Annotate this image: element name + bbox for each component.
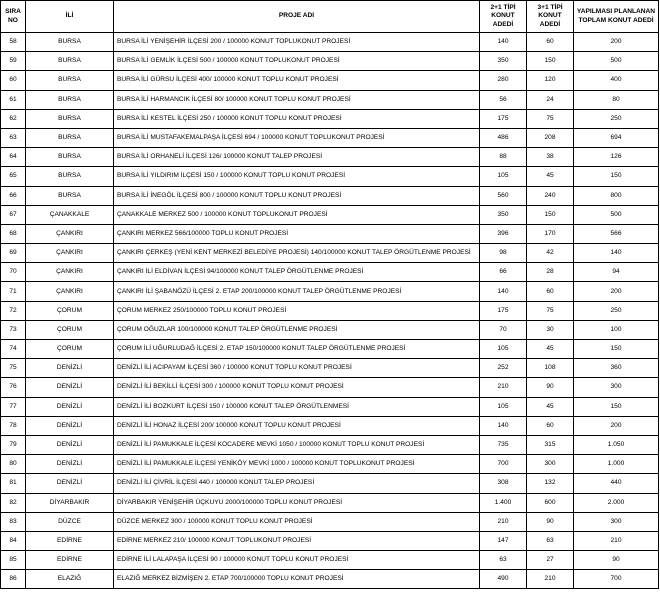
- cell-ili: ÇANKIRI: [26, 224, 114, 243]
- cell-tip-2-1: 490: [480, 570, 527, 589]
- cell-toplam: 200: [574, 282, 659, 301]
- cell-toplam: 150: [574, 167, 659, 186]
- cell-tip-3-1: 42: [527, 244, 574, 263]
- cell-sira-no: 71: [1, 282, 26, 301]
- cell-tip-2-1: 280: [480, 71, 527, 90]
- cell-proje-adi: ÇANAKKALE MERKEZ 500 / 100000 KONUT TOPLUKONUT PROJESİ: [114, 205, 480, 224]
- cell-ili: ELAZIĞ: [26, 570, 114, 589]
- cell-toplam: 400: [574, 71, 659, 90]
- cell-proje-adi: ÇANKIRI İLİ ŞABANÖZÜ İLÇESİ 2. ETAP 200/100000 KONUT TALEP ÖRGÜTLENME PROJESİ: [114, 282, 480, 301]
- table-row: [1, 378, 659, 397]
- cell-tip-3-1: 300: [527, 455, 574, 474]
- table-row: [1, 493, 659, 512]
- cell-tip-2-1: 1.400: [480, 493, 527, 512]
- cell-tip-3-1: 45: [527, 340, 574, 359]
- cell-tip-2-1: 486: [480, 128, 527, 147]
- cell-ili: BURSA: [26, 186, 114, 205]
- table-row: [1, 128, 659, 147]
- cell-proje-adi: BURSA İLİ ORHANELİ İLÇESİ 126/ 100000 KONUT TALEP PROJESİ: [114, 148, 480, 167]
- table-row: [1, 52, 659, 71]
- cell-tip-3-1: 150: [527, 205, 574, 224]
- cell-ili: DENİZLİ: [26, 474, 114, 493]
- cell-tip-3-1: 600: [527, 493, 574, 512]
- cell-toplam: 200: [574, 33, 659, 52]
- cell-tip-2-1: 63: [480, 551, 527, 570]
- cell-toplam: 694: [574, 128, 659, 147]
- cell-sira-no: 78: [1, 416, 26, 435]
- cell-proje-adi: DENİZLİ İLİ ÇİVRİL İLÇESİ 440 / 100000 KONUT TALEP PROJESİ: [114, 474, 480, 493]
- cell-tip-3-1: 210: [527, 570, 574, 589]
- cell-tip-2-1: 175: [480, 301, 527, 320]
- cell-proje-adi: BURSA İLİ GÜRSU İLÇESİ 400/ 100000 KONUT TOPLU KONUT PROJESİ: [114, 71, 480, 90]
- cell-sira-no: 86: [1, 570, 26, 589]
- cell-proje-adi: BURSA İLİ HARMANCIK İLÇESİ 80/ 100000 KONUT TOPLU KONUT PROJESİ: [114, 90, 480, 109]
- cell-ili: DENİZLİ: [26, 455, 114, 474]
- table-row: [1, 244, 659, 263]
- cell-tip-3-1: 63: [527, 531, 574, 550]
- cell-ili: BURSA: [26, 90, 114, 109]
- table-body: [1, 33, 659, 589]
- cell-ili: DENİZLİ: [26, 359, 114, 378]
- cell-proje-adi: BURSA İLİ YENİŞEHİR İLÇESİ 200 / 100000 KONUT TOPLUKONUT PROJESİ: [114, 33, 480, 52]
- cell-tip-2-1: 88: [480, 148, 527, 167]
- cell-tip-2-1: 147: [480, 531, 527, 550]
- table-row: [1, 109, 659, 128]
- table-row: [1, 397, 659, 416]
- cell-toplam: 566: [574, 224, 659, 243]
- cell-sira-no: 72: [1, 301, 26, 320]
- cell-sira-no: 62: [1, 109, 26, 128]
- cell-tip-3-1: 90: [527, 378, 574, 397]
- cell-sira-no: 85: [1, 551, 26, 570]
- table-row: [1, 551, 659, 570]
- cell-sira-no: 66: [1, 186, 26, 205]
- cell-tip-2-1: 105: [480, 397, 527, 416]
- cell-sira-no: 64: [1, 148, 26, 167]
- header-sira-no: SIRA NO: [1, 1, 26, 33]
- cell-tip-2-1: 56: [480, 90, 527, 109]
- header-ili: İLİ: [26, 1, 114, 33]
- cell-sira-no: 67: [1, 205, 26, 224]
- cell-toplam: 210: [574, 531, 659, 550]
- cell-toplam: 440: [574, 474, 659, 493]
- cell-proje-adi: DENİZLİ İLİ PAMUKKALE İLÇESİ YENİKÖY MEVKİ 1000 / 100000 KONUT TOPLUKONUT PROJESİ: [114, 455, 480, 474]
- cell-tip-3-1: 28: [527, 263, 574, 282]
- table-row: [1, 359, 659, 378]
- cell-toplam: 700: [574, 570, 659, 589]
- cell-toplam: 1.000: [574, 455, 659, 474]
- cell-tip-3-1: 45: [527, 167, 574, 186]
- cell-toplam: 500: [574, 52, 659, 71]
- cell-proje-adi: DENİZLİ İLİ BOZKURT İLÇESİ 150 / 100000 KONUT TALEP ÖRGÜTLENMESİ: [114, 397, 480, 416]
- table-row: [1, 301, 659, 320]
- cell-proje-adi: BURSA İLİ MUSTAFAKEMALPAŞA İLÇESİ 694 / 100000 KONUT TOPLUKONUT PROJESİ: [114, 128, 480, 147]
- table-row: [1, 474, 659, 493]
- cell-toplam: 300: [574, 378, 659, 397]
- cell-toplam: 360: [574, 359, 659, 378]
- cell-ili: ÇANAKKALE: [26, 205, 114, 224]
- cell-sira-no: 59: [1, 52, 26, 71]
- cell-toplam: 150: [574, 340, 659, 359]
- cell-sira-no: 75: [1, 359, 26, 378]
- cell-tip-3-1: 208: [527, 128, 574, 147]
- table-row: [1, 148, 659, 167]
- table-row: [1, 416, 659, 435]
- cell-toplam: 140: [574, 244, 659, 263]
- table-row: [1, 570, 659, 589]
- cell-tip-3-1: 108: [527, 359, 574, 378]
- table-row: [1, 340, 659, 359]
- header-tip-3-1: 3+1 TİPİ KONUT ADEDİ: [527, 1, 574, 33]
- cell-tip-3-1: 240: [527, 186, 574, 205]
- cell-tip-2-1: 210: [480, 512, 527, 531]
- cell-tip-2-1: 700: [480, 455, 527, 474]
- cell-tip-3-1: 60: [527, 416, 574, 435]
- cell-ili: BURSA: [26, 71, 114, 90]
- cell-ili: BURSA: [26, 167, 114, 186]
- cell-proje-adi: EDİRNE MERKEZ 210/ 100000 KONUT TOPLUKONUT PROJESİ: [114, 531, 480, 550]
- cell-tip-2-1: 140: [480, 416, 527, 435]
- cell-proje-adi: ÇORUM İLİ UĞURLUDAĞ İLÇESİ 2. ETAP 150/100000 KONUT TALEP ÖRGÜTLENME PROJESİ: [114, 340, 480, 359]
- cell-sira-no: 58: [1, 33, 26, 52]
- cell-sira-no: 79: [1, 435, 26, 454]
- cell-toplam: 300: [574, 512, 659, 531]
- cell-sira-no: 68: [1, 224, 26, 243]
- cell-tip-2-1: 396: [480, 224, 527, 243]
- cell-tip-2-1: 70: [480, 320, 527, 339]
- cell-ili: DENİZLİ: [26, 397, 114, 416]
- table-row: [1, 90, 659, 109]
- cell-tip-3-1: 75: [527, 301, 574, 320]
- cell-tip-3-1: 75: [527, 109, 574, 128]
- cell-sira-no: 70: [1, 263, 26, 282]
- table-row: [1, 167, 659, 186]
- cell-sira-no: 65: [1, 167, 26, 186]
- cell-tip-3-1: 60: [527, 33, 574, 52]
- cell-toplam: 150: [574, 397, 659, 416]
- header-tip-2-1: 2+1 TİPİ KONUT ADEDİ: [480, 1, 527, 33]
- cell-tip-2-1: 252: [480, 359, 527, 378]
- cell-toplam: 2.000: [574, 493, 659, 512]
- cell-proje-adi: BURSA İLİ İNEGÖL İLÇESİ 800 / 100000 KONUT TOPLU KONUT PROJESİ: [114, 186, 480, 205]
- table-row: [1, 71, 659, 90]
- cell-sira-no: 61: [1, 90, 26, 109]
- cell-proje-adi: DENİZLİ İLİ BEKİLLİ İLÇESİ 300 / 100000 KONUT TOPLU KONUT PROJESİ: [114, 378, 480, 397]
- table-row: [1, 435, 659, 454]
- cell-ili: BURSA: [26, 33, 114, 52]
- cell-proje-adi: EDİRNE İLİ LALAPAŞA İLÇESİ 90 / 100000 KONUT TOPLU KONUT PROJESİ: [114, 551, 480, 570]
- cell-tip-2-1: 140: [480, 282, 527, 301]
- cell-ili: BURSA: [26, 52, 114, 71]
- cell-toplam: 90: [574, 551, 659, 570]
- cell-ili: BURSA: [26, 128, 114, 147]
- cell-tip-2-1: 140: [480, 33, 527, 52]
- cell-sira-no: 77: [1, 397, 26, 416]
- cell-ili: DİYARBAKIR: [26, 493, 114, 512]
- table-row: [1, 263, 659, 282]
- header-toplam: YAPILMASI PLANLANAN TOPLAM KONUT ADEDİ: [574, 1, 659, 33]
- cell-toplam: 500: [574, 205, 659, 224]
- cell-proje-adi: BURSA İLİ GEMLİK İLÇESİ 500 / 100000 KONUT TOPLUKONUT PROJESİ: [114, 52, 480, 71]
- cell-toplam: 80: [574, 90, 659, 109]
- cell-sira-no: 82: [1, 493, 26, 512]
- cell-sira-no: 69: [1, 244, 26, 263]
- table-header-row: [1, 1, 659, 33]
- cell-ili: BURSA: [26, 109, 114, 128]
- cell-tip-2-1: 210: [480, 378, 527, 397]
- cell-tip-2-1: 105: [480, 340, 527, 359]
- cell-tip-2-1: 98: [480, 244, 527, 263]
- cell-ili: ÇANKIRI: [26, 282, 114, 301]
- cell-tip-3-1: 30: [527, 320, 574, 339]
- cell-tip-2-1: 175: [480, 109, 527, 128]
- cell-tip-3-1: 38: [527, 148, 574, 167]
- cell-tip-3-1: 132: [527, 474, 574, 493]
- cell-sira-no: 76: [1, 378, 26, 397]
- table-row: [1, 224, 659, 243]
- cell-ili: EDİRNE: [26, 531, 114, 550]
- cell-tip-2-1: 350: [480, 205, 527, 224]
- cell-proje-adi: ÇANKIRI MERKEZ 566/100000 TOPLU KONUT PROJESİ: [114, 224, 480, 243]
- cell-ili: ÇANKIRI: [26, 263, 114, 282]
- table-row: [1, 33, 659, 52]
- cell-sira-no: 63: [1, 128, 26, 147]
- header-proje-adi: PROJE ADI: [114, 1, 480, 33]
- cell-toplam: 126: [574, 148, 659, 167]
- cell-proje-adi: DENİZLİ İLİ PAMUKKALE İLÇESİ KOCADERE MEVKİ 1050 / 100000 KONUT TOPLU KONUT PROJESİ: [114, 435, 480, 454]
- cell-proje-adi: BURSA İLİ YILDIRIM İLÇESİ 150 / 100000 KONUT TOPLU KONUT PROJESİ: [114, 167, 480, 186]
- cell-tip-3-1: 45: [527, 397, 574, 416]
- cell-proje-adi: ELAZIĞ MERKEZ BİZMİŞEN 2. ETAP 700/100000 TOPLU KONUT PROJESİ: [114, 570, 480, 589]
- cell-sira-no: 81: [1, 474, 26, 493]
- cell-proje-adi: DENİZLİ İLİ ACIPAYAM İLÇESİ 360 / 100000 KONUT TOPLU KONUT PROJESİ: [114, 359, 480, 378]
- cell-toplam: 250: [574, 109, 659, 128]
- cell-proje-adi: ÇANKIRI İLİ ELDİVAN İLÇESİ 94/100000 KONUT TALEP ÖRGÜTLENME PROJESİ: [114, 263, 480, 282]
- cell-tip-2-1: 735: [480, 435, 527, 454]
- cell-sira-no: 73: [1, 320, 26, 339]
- table-row: [1, 282, 659, 301]
- cell-toplam: 100: [574, 320, 659, 339]
- cell-toplam: 94: [574, 263, 659, 282]
- cell-tip-3-1: 24: [527, 90, 574, 109]
- cell-tip-2-1: 105: [480, 167, 527, 186]
- table-row: [1, 205, 659, 224]
- cell-sira-no: 83: [1, 512, 26, 531]
- cell-toplam: 250: [574, 301, 659, 320]
- cell-proje-adi: BURSA İLİ KESTEL İLÇESİ 250 / 100000 KONUT TOPLU KONUT PROJESİ: [114, 109, 480, 128]
- cell-tip-2-1: 66: [480, 263, 527, 282]
- cell-tip-3-1: 150: [527, 52, 574, 71]
- cell-proje-adi: ÇANKIRI ÇERKEŞ (YENİ KENT MERKEZİ BELEDİYE PROJESİ) 140/100000 KONUT TALEP ÖRGÜTLENME PROJESİ: [114, 244, 480, 263]
- cell-tip-3-1: 90: [527, 512, 574, 531]
- cell-sira-no: 74: [1, 340, 26, 359]
- cell-ili: ÇANKIRI: [26, 244, 114, 263]
- cell-tip-2-1: 350: [480, 52, 527, 71]
- cell-sira-no: 60: [1, 71, 26, 90]
- cell-ili: ÇORUM: [26, 301, 114, 320]
- cell-ili: DENİZLİ: [26, 416, 114, 435]
- cell-toplam: 1.050: [574, 435, 659, 454]
- cell-tip-3-1: 27: [527, 551, 574, 570]
- table-row: [1, 455, 659, 474]
- cell-ili: BURSA: [26, 148, 114, 167]
- cell-proje-adi: DENİZLİ İLİ HONAZ İLÇESİ 200/ 100000 KONUT TOPLU KONUT PROJESİ: [114, 416, 480, 435]
- cell-ili: DÜZCE: [26, 512, 114, 531]
- table-row: [1, 320, 659, 339]
- table-row: [1, 186, 659, 205]
- cell-ili: DENİZLİ: [26, 378, 114, 397]
- cell-sira-no: 84: [1, 531, 26, 550]
- table-row: [1, 531, 659, 550]
- cell-proje-adi: DİYARBAKIR YENİŞEHİR ÜÇKUYU 2000/100000 TOPLU KONUT PROJESİ: [114, 493, 480, 512]
- cell-ili: EDİRNE: [26, 551, 114, 570]
- table-row: [1, 512, 659, 531]
- cell-ili: ÇORUM: [26, 340, 114, 359]
- cell-proje-adi: DÜZCE MERKEZ 300 / 100000 KONUT TOPLU KONUT PROJESİ: [114, 512, 480, 531]
- cell-ili: ÇORUM: [26, 320, 114, 339]
- cell-ili: DENİZLİ: [26, 435, 114, 454]
- cell-tip-3-1: 315: [527, 435, 574, 454]
- cell-toplam: 200: [574, 416, 659, 435]
- cell-proje-adi: ÇORUM MERKEZ 250/100000 TOPLU KONUT PROJESİ: [114, 301, 480, 320]
- cell-toplam: 800: [574, 186, 659, 205]
- cell-sira-no: 80: [1, 455, 26, 474]
- cell-tip-2-1: 560: [480, 186, 527, 205]
- cell-tip-3-1: 170: [527, 224, 574, 243]
- cell-tip-3-1: 120: [527, 71, 574, 90]
- cell-proje-adi: ÇORUM OĞUZLAR 100/100000 KONUT TALEP ÖRGÜTLENME PROJESİ: [114, 320, 480, 339]
- cell-tip-2-1: 308: [480, 474, 527, 493]
- cell-tip-3-1: 60: [527, 282, 574, 301]
